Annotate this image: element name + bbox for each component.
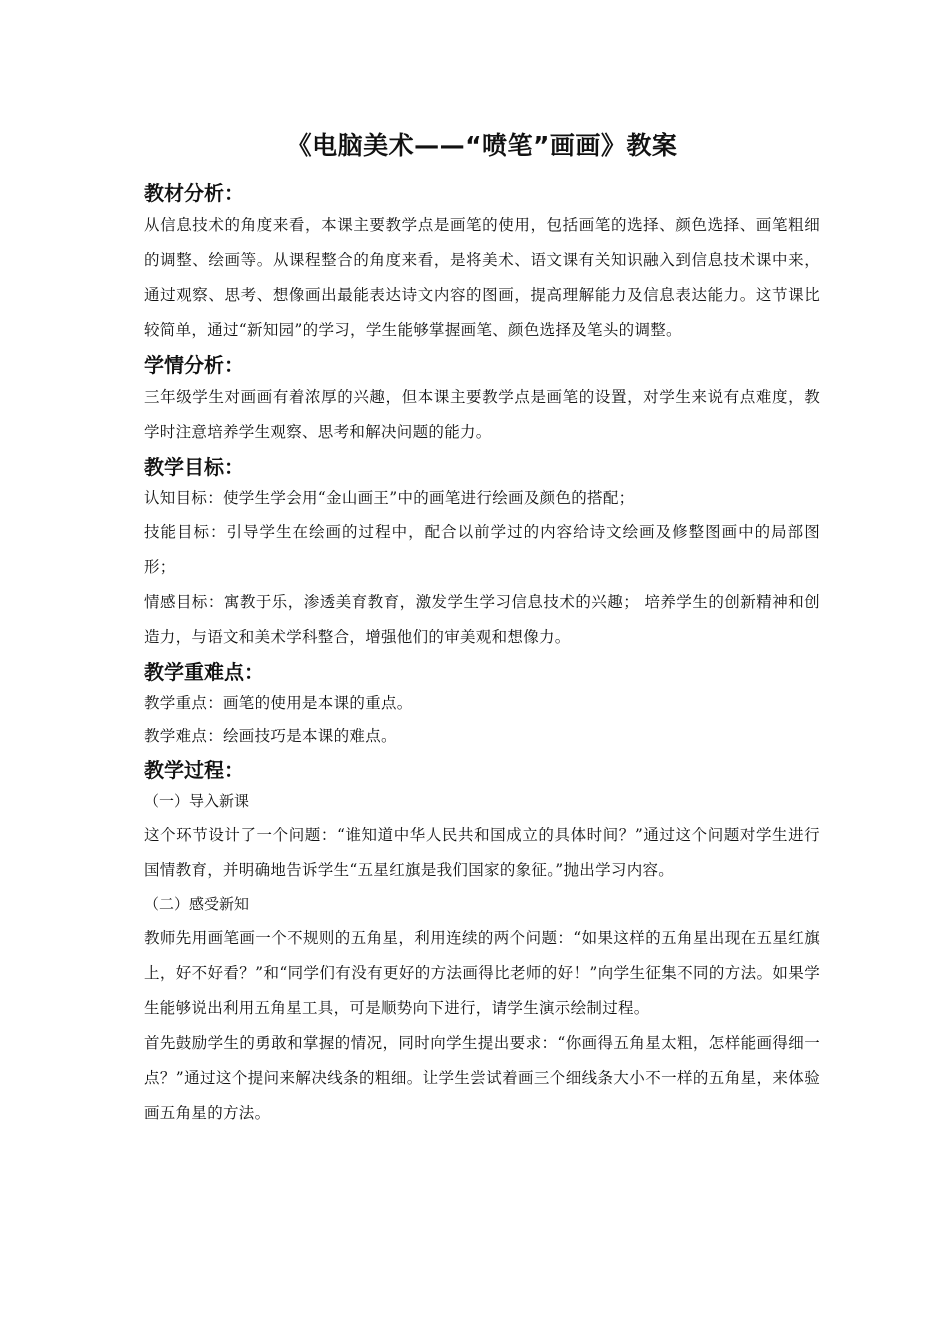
- paragraph-emotion-goal: 情感目标：寓教于乐，渗透美育教育，激发学生学习信息技术的兴趣； 培养学生的创新精神和创造力，与语文和美术学科整合，增强他们的审美观和想像力。: [144, 593, 820, 646]
- paragraph-student-analysis: 三年级学生对画画有着浓厚的兴趣，但本课主要教学点是画笔的设置，对学生来说有点难度，教学时注意培养学生观察、思考和解决问题的能力。: [144, 388, 820, 441]
- paragraph-step-2-b: 首先鼓励学生的勇敢和掌握的情况，同时向学生提出要求：“你画得五角星太粗，怎样能画得细一点？”通过这个提问来解决线条的粗细。让学生尝试着画三个细线条大小不一样的五角星，来体验画五角星的方法。: [144, 1034, 820, 1122]
- document-title: 《电脑美术——“喷笔”画画》教案: [286, 131, 678, 160]
- paragraph-step-1: 这个环节设计了一个问题：“谁知道中华人民共和国成立的具体时间？”通过这个问题对学生进行国情教育，并明确地告诉学生“五星红旗是我们国家的象征。”抛出学习内容。: [144, 826, 820, 879]
- paragraph-cognitive-goal: 认知目标：使学生学会用“金山画王”中的画笔进行绘画及颜色的搭配；: [144, 489, 635, 507]
- heading-material-analysis: 教材分析：: [144, 181, 244, 205]
- heading-key-points: 教学重难点：: [144, 660, 264, 684]
- paragraph-step-2-a: 教师先用画笔画一个不规则的五角星，利用连续的两个问题：“如果这样的五角星出现在五星红旗上，好不好看？”和“同学们有没有更好的方法画得比老师的好！”向学生征集不同的方法。如果学生能够说出利用五角星工具，可是顺势向下进行，请学生演示绘制过程。: [144, 929, 820, 1017]
- section-student-analysis: [144, 350, 820, 450]
- heading-student-analysis: 学情分析：: [144, 353, 244, 377]
- paragraph-difficult-point: 教学难点：绘画技巧是本课的难点。: [144, 727, 397, 745]
- paragraph-skill-goal: 技能目标：引导学生在绘画的过程中，配合以前学过的内容给诗文绘画及修整图画中的局部图形；: [144, 523, 820, 576]
- paragraph-key-point: 教学重点：画笔的使用是本课的重点。: [144, 694, 413, 712]
- section-key-points: [144, 657, 820, 753]
- subheading-step-1: （一）导入新课: [144, 792, 250, 810]
- subheading-step-2: （二）感受新知: [144, 895, 250, 913]
- paragraph-material-analysis: 从信息技术的角度来看，本课主要教学点是画笔的使用，包括画笔的选择、颜色选择、画笔粗细的调整、绘画等。从课程整合的角度来看，是将美术、语文课有关知识融入到信息技术课中来，通过观察、思考、想像画出最能表达诗文内容的图画，提高理解能力及信息表达能力。这节课比较简单，通过“新知园”的学习，学生能够掌握画笔、颜色选择及笔头的调整。: [144, 216, 820, 339]
- heading-teaching-goals: 教学目标：: [144, 455, 244, 479]
- lesson-plan-page: [144, 128, 820, 1131]
- section-teaching-process: [144, 755, 820, 1131]
- section-teaching-goals: [144, 452, 820, 655]
- heading-teaching-process: 教学过程：: [144, 758, 244, 782]
- section-material-analysis: [144, 178, 820, 348]
